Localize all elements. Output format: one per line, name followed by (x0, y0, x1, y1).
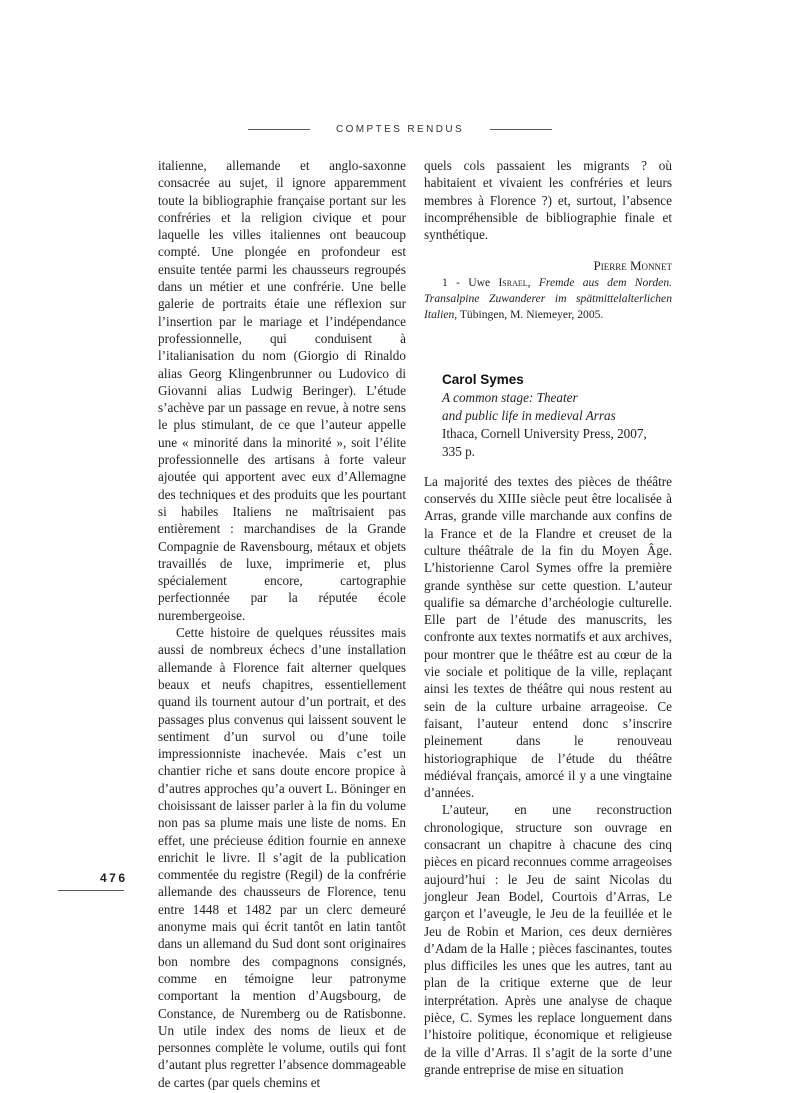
section-title: COMPTES RENDUS (335, 124, 465, 135)
right-continuation: quels cols passaient les migrants ? où habitaient et vivaient les confréries et leurs membres à Florence ?) et, surtout, l’absence incompréhensible de bibliographie finale et synthétique. (424, 158, 672, 243)
left-paragraph-2: Cette histoire de quelques réussites mais aussi de nombreux échecs d’une installation allemande à Florence fait alterner quelques beaux et neufs chapitres, essentiellement quand ils tournent autour d’un portrait, et des passages plus convenus qui laissent souvent le sentiment d’un survol ou d’une toile impressionniste inachevée. Mais c’est un chantier riche et sans doute encore propice à d’autres approches qu’a ouvert L. Böninger en choisissant de laisser parler à la fin du volume non pas sa plume mais une liste de noms. En effet, une précieuse édition fournie en annexe enrichit le livre. Il s’agit de la publication commentée du registre (Regil) de la confrérie allemande des chausseurs de Florence, tenu entre 1448 et 1482 par un clerc demeuré anonyme mais qui écrit tantôt en latin tantôt dans un allemand du Sud dont sont originaires bon nombre des compagnons consignés, comme en témoigne leur patronyme comportant la mention d’Augsbourg, de Constance, de Nuremberg ou de Ratisbonne. Un utile index des noms de lieux et de personnes complète le volume, outils qui font d’autant plus regretter l’absence dommageable de cartes (par quels chemins et (158, 625, 406, 1090)
review-signature: Pierre Monnet (593, 258, 672, 274)
right-paragraph-2: L’auteur, en une reconstruction chronologique, structure son ouvrage en consacrant un chapitre à chacune des cinq pièces en picard reconnues comme arrageoises aujourd’hui : le Jeu de saint Nicolas du jongleur Jean Bodel, Courtois d’Arras, Le garçon et l’aveugle, le Jeu de la feuillée et le Jeu de Robin et Marion, ces deux dernières d’Adam de la Halle ; pièces fascinantes, toutes plus difficiles les unes que les autres, tant au plan de la critique externe que de leur interprétation. Après une analyse de chaque pièce, C. Symes les replace longuement dans l’histoire politique, économique et religieuse de la ville d’Arras. Il s’agit de la sorte d’une grande entreprise de mise en situation (424, 802, 672, 1077)
footnote-title: Fremde aus dem Norden. Transalpine Zuwanderer im spätmittelalterlichen Italien (424, 275, 673, 321)
review-pages: 335 p. (442, 443, 475, 459)
header-rule-left (248, 129, 310, 130)
right-column (424, 157, 672, 1078)
right-paragraph-1: La majorité des textes des pièces de théâtre conservés du XIIIe siècle peut être localisée à Arras, grande ville marchande aux confins de la France et de la Flandre et creuset de la culture théâtrale de la fin du Moyen Âge. L’historienne Carol Symes offre la première grande synthèse sur cette question. L’auteur qualifie sa démarche d’archéologie culturelle. Elle part de l’étude des manuscrits, les confronte aux textes normatifs et aux archives, pour montrer que le théâtre est au cœur de la vie sociale et politique de la ville, replaçant ainsi les textes de théâtre qui nous restent au sein de la culture urbaine arrageoise. Ce faisant, l’auteur entend donc s’inscrire pleinement dans le renouveau historiographique de l’étude du théâtre médiéval français, amorcé il y a une vingtaine d’années. (424, 473, 672, 801)
footnote-rest: , Tübingen, M. Niemeyer, 2005. (454, 307, 604, 321)
running-header (0, 124, 800, 135)
review-publisher: Ithaca, Cornell University Press, 2007, (442, 425, 647, 441)
left-paragraph-1: italienne, allemande et anglo-saxonne consacrée au sujet, il ignore apparemment toute la bibliographie française portant sur les confréries et la religion civique et pour laquelle les villes italiennes ont beaucoup compté. Une plongée en profondeur est ensuite tentée parmi les chausseurs regroupés dans un métier et une confrérie. Une belle galerie de portraits étaie une réflexion sur l’insertion par le mariage et l’indépendance professionnelle, qui conduisent à l’italianisation du nom (Giorgio di Rinaldo alias Georg Klingenbrunner ou Ludovico di Giovanni alias Ludwig Beringer). L’étude s’achève par un passage en revue, à notre sens le plus stimulant, de ce que l’auteur appelle une « minorité dans la minorité », soit l’élite professionnelle des artisans à forte valeur ajoutée qui apportent avec eux d’Allemagne des techniques et des produits que les pourtant si habiles Italiens ne maîtrisaient pas entièrement : marchandises de la Grande Compagnie de Ravensbourg, métaux et objets travaillés de luxe, imprimerie et, plus spécialement encore, cartographie perfectionnée par la réputée école nurembergeoise. (158, 158, 406, 623)
footnote-author: Israel (498, 275, 528, 289)
review-title-line-1: A common stage: Theater (442, 389, 578, 405)
left-column (158, 157, 406, 1091)
review-heading (424, 371, 672, 461)
header-rule-right (490, 129, 552, 130)
review-title-line-2: and public life in medieval Arras (442, 407, 616, 423)
footnote: 1 - Uwe Israel, Fremde aus dem Norden. Transalpine Zuwanderer im spätmittelalterlichen Italien, Tübingen, M. Niemeyer, 2005. (424, 275, 673, 321)
page-number: 476 (100, 871, 128, 885)
review-author: Carol Symes (442, 371, 524, 387)
footnote-number: 1 - Uwe (442, 275, 499, 289)
page-number-rule (58, 890, 124, 891)
